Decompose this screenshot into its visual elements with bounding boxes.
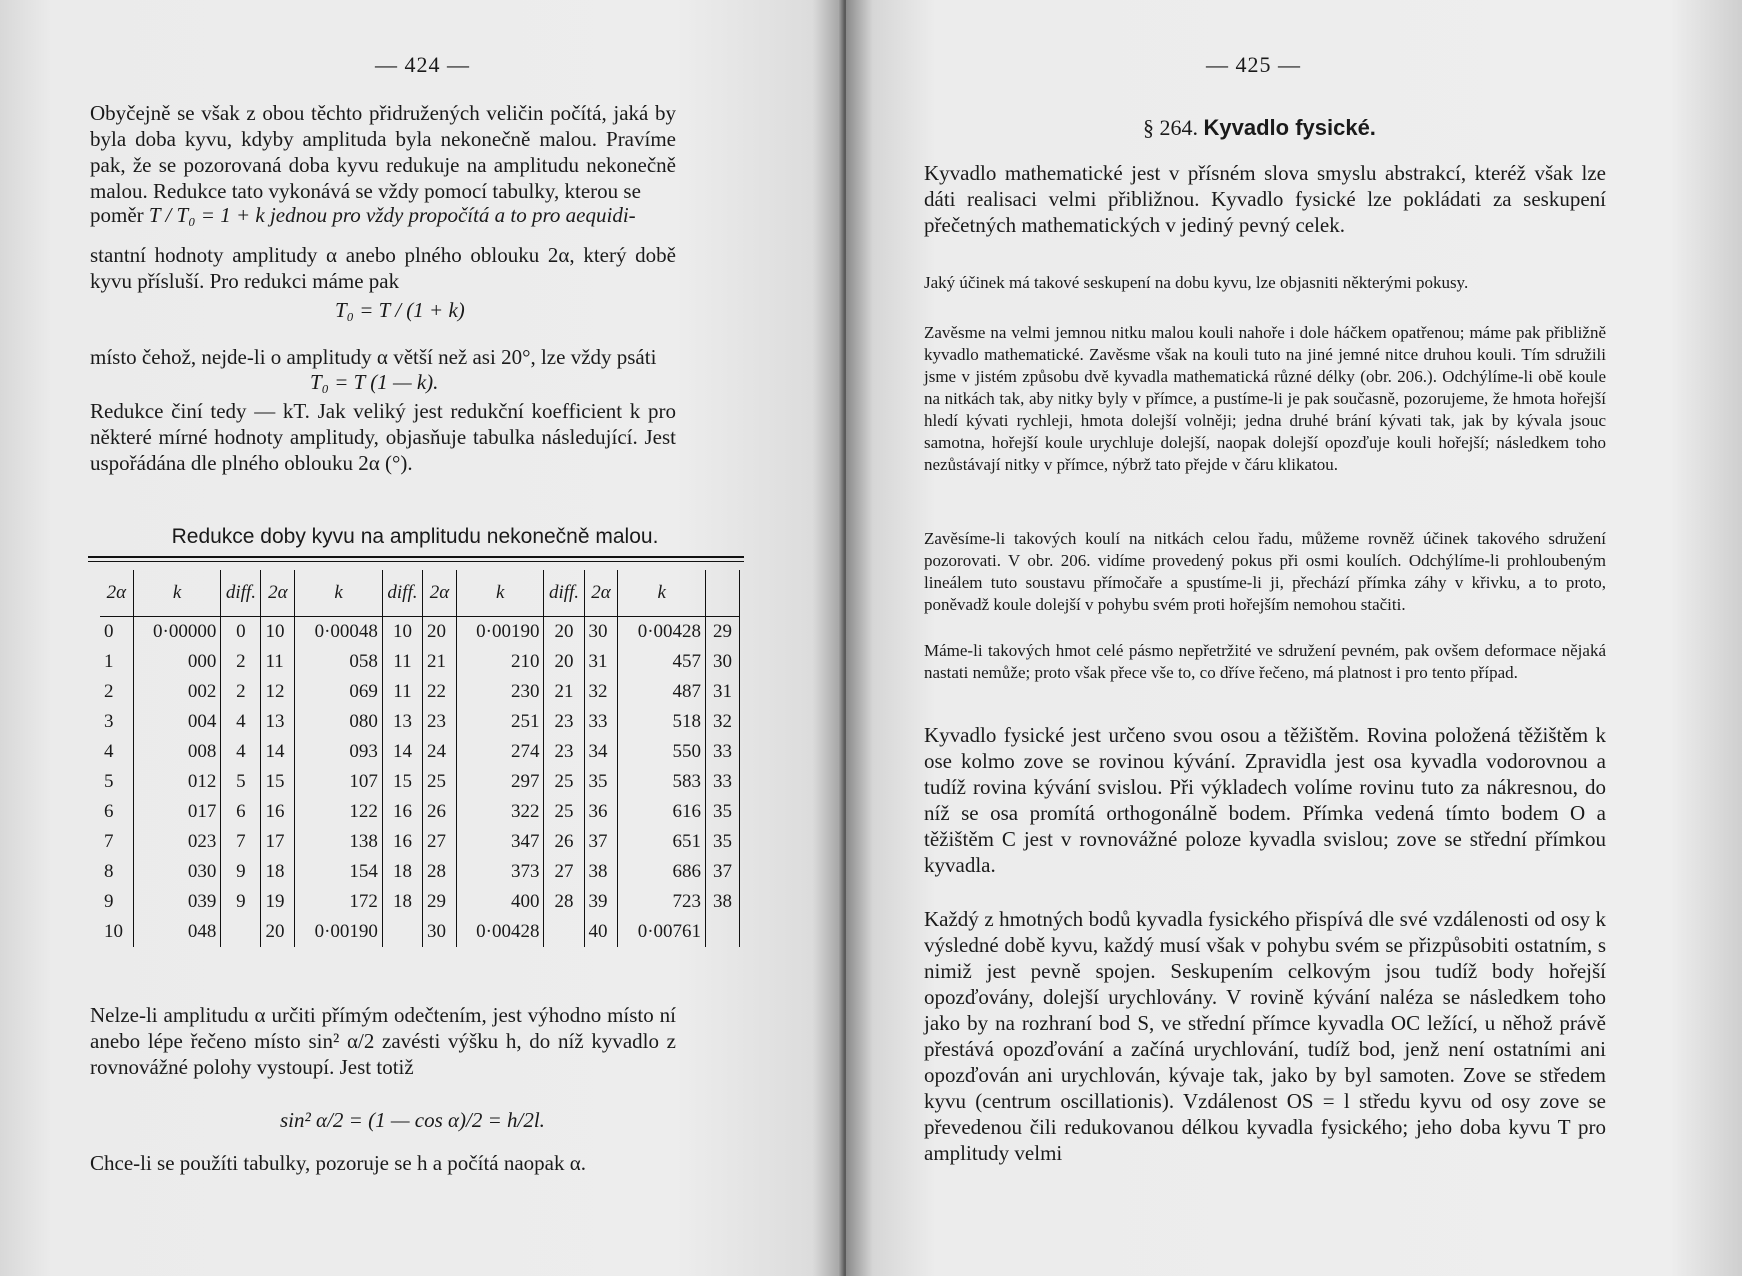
table-cell: 723 xyxy=(618,887,706,917)
table-cell: 19 xyxy=(261,887,295,917)
table-cell: 26 xyxy=(544,827,584,857)
table-cell: 20 xyxy=(544,647,584,677)
table-cell: 11 xyxy=(382,647,422,677)
table-cell: 0 xyxy=(221,617,261,648)
table-cell: 210 xyxy=(456,647,544,677)
table-cell: 400 xyxy=(456,887,544,917)
table-cell: 8 xyxy=(100,857,133,887)
ratio-formula-line: poměr T / T₀ = 1 + k jednou pro vždy propočítá a to pro aequidi- xyxy=(90,203,636,227)
table-cell: 518 xyxy=(618,707,706,737)
table-header-cell: k xyxy=(133,570,221,617)
table-cell: 29 xyxy=(706,617,740,648)
table-cell: 10 xyxy=(382,617,422,648)
paragraph-table-use: Chce-li se použíti tabulky, pozoruje se h a počítá naopak α. xyxy=(90,1151,586,1175)
table-cell: 16 xyxy=(382,827,422,857)
table-cell: 14 xyxy=(261,737,295,767)
table-cell: 012 xyxy=(133,767,221,797)
table-cell: 25 xyxy=(544,767,584,797)
table-cell xyxy=(544,917,584,947)
table-header-cell: k xyxy=(456,570,544,617)
table-cell: 30 xyxy=(706,647,740,677)
table-cell: 27 xyxy=(422,827,456,857)
table-cell: 10 xyxy=(100,917,133,947)
table-cell: 31 xyxy=(706,677,740,707)
table-header-row xyxy=(100,570,740,617)
table-cell: 38 xyxy=(584,857,618,887)
table-cell: 651 xyxy=(618,827,706,857)
table-cell: 32 xyxy=(584,677,618,707)
table-row xyxy=(100,707,740,737)
table-cell: 017 xyxy=(133,797,221,827)
table-cell: 36 xyxy=(584,797,618,827)
table-header-cell: k xyxy=(295,570,383,617)
table-cell: 20 xyxy=(422,617,456,648)
paragraph-definition: Kyvadlo fysické jest určeno svou osou a těžištěm. Rovina položená těžištěm k ose kolmo zove se rovinou kývání. Zpravidla jest osa kyvadla vodorovnou a tudíž rovina kývání svislou. Při výkladech volíme rovinu tuto za nákresnou, do níž se osa promítá orthogonálně bodem. Přímka vedená tímto bodem O a těžištěm C jest v rovnovážné poloze kyvadla svislou; zove se střední přímkou kyvadla. xyxy=(924,723,1606,877)
table-cell: 616 xyxy=(618,797,706,827)
table-cell: 487 xyxy=(618,677,706,707)
table-cell: 21 xyxy=(544,677,584,707)
page-number-left: — 424 — xyxy=(375,52,470,77)
small-paragraph-1: Jaký účinek má takové seskupení na dobu kyvu, lze objasniti některými pokusy. xyxy=(924,273,1469,292)
table-cell: 457 xyxy=(618,647,706,677)
table-cell: 25 xyxy=(544,797,584,827)
table-cell: 251 xyxy=(456,707,544,737)
table-cell: 33 xyxy=(584,707,618,737)
table-cell: 7 xyxy=(221,827,261,857)
table-cell: 28 xyxy=(422,857,456,887)
table-cell: 37 xyxy=(584,827,618,857)
table-cell: 28 xyxy=(544,887,584,917)
table-cell: 24 xyxy=(422,737,456,767)
table-cell: 9 xyxy=(100,887,133,917)
table-row xyxy=(100,827,740,857)
table-cell: 33 xyxy=(706,737,740,767)
table-cell: 17 xyxy=(261,827,295,857)
table-cell: 550 xyxy=(618,737,706,767)
table-cell: 0·00190 xyxy=(456,617,544,648)
table-title: Redukce doby kyvu na amplitudu nekonečně malou. xyxy=(171,525,659,548)
paragraph-intro: Obyčejně se však z obou těchto přidružených veličin počítá, jaká by byla doba kyvu, kdyby amplituda byla nekonečně malou. Pravíme pak, že se pozorovaná doba kyvu redukuje na amplitudu nekonečně malou. Redukce tato vykonává se vždy pomocí tabulky, kterou se xyxy=(90,101,676,203)
table-cell: 13 xyxy=(261,707,295,737)
left-page xyxy=(0,0,846,1276)
table-cell: 274 xyxy=(456,737,544,767)
table-cell: 6 xyxy=(221,797,261,827)
table-row xyxy=(100,887,740,917)
table-cell: 2 xyxy=(221,647,261,677)
table-cell: 32 xyxy=(706,707,740,737)
table-cell: 0·00190 xyxy=(295,917,383,947)
table-cell xyxy=(706,917,740,947)
paragraph-reduction: Redukce činí tedy — kT. Jak veliký jest redukční koefficient k pro některé mírné hodnoty amplitudy, objasňuje tabulka následující. Jest uspořádána dle plného oblouku 2α (°). xyxy=(90,399,676,475)
table-cell: 172 xyxy=(295,887,383,917)
table-header-cell: 2α xyxy=(422,570,456,617)
table-cell: 5 xyxy=(221,767,261,797)
table-row xyxy=(100,617,740,648)
table-cell: 002 xyxy=(133,677,221,707)
table-cell: 23 xyxy=(544,707,584,737)
paragraph-abstract: Kyvadlo mathematické jest v přísném slova smyslu abstrakcí, kteréž však lze dáti realisaci velmi přibližnou. Kyvadlo fysické lze pokládati za seskupení přečetných mathematických v jediný pevný celek. xyxy=(924,161,1606,237)
table-cell: 9 xyxy=(221,887,261,917)
table-cell: 37 xyxy=(706,857,740,887)
formula-sin: sin² α/2 = (1 — cos α)/2 = h/2l. xyxy=(280,1108,545,1132)
table-cell: 34 xyxy=(584,737,618,767)
table-cell: 23 xyxy=(544,737,584,767)
table-cell: 14 xyxy=(382,737,422,767)
table-row xyxy=(100,647,740,677)
table-cell: 4 xyxy=(221,707,261,737)
paragraph-amplitude: stantní hodnoty amplitudy α anebo plného oblouku 2α, který době kyvu přísluší. Pro redukci máme pak xyxy=(90,243,676,293)
table-row xyxy=(100,917,740,947)
table-row xyxy=(100,677,740,707)
table-cell: 25 xyxy=(422,767,456,797)
table-cell: 35 xyxy=(584,767,618,797)
table-cell: 10 xyxy=(261,617,295,648)
table-cell: 154 xyxy=(295,857,383,887)
table-cell: 322 xyxy=(456,797,544,827)
table-cell: 23 xyxy=(422,707,456,737)
table-top-rule-thin xyxy=(88,561,744,562)
table-row xyxy=(100,737,740,767)
table-cell: 008 xyxy=(133,737,221,767)
section-number: § 264. xyxy=(1143,115,1198,140)
table-header-cell xyxy=(706,570,740,617)
table-cell: 15 xyxy=(261,767,295,797)
table-cell: 40 xyxy=(584,917,618,947)
table-cell: 0 xyxy=(100,617,133,648)
small-paragraph-4: Máme-li takových hmot celé pásmo nepřetržité ve sdružení pevném, pak ovšem deformace nějaká nastati nemůže; proto však přece vše to, co dříve řečeno, má platnost i pro tento případ. xyxy=(924,641,1606,682)
table-cell: 33 xyxy=(706,767,740,797)
table-cell: 0·00048 xyxy=(295,617,383,648)
table-cell: 20 xyxy=(261,917,295,947)
formula-approx: T₀ = T (1 — k). xyxy=(310,370,439,394)
table-body xyxy=(100,617,740,948)
table-cell xyxy=(382,917,422,947)
table-cell: 11 xyxy=(261,647,295,677)
table-cell: 0·00428 xyxy=(456,917,544,947)
formula-t0: T₀ = T / (1 + k) xyxy=(335,298,465,322)
table-cell: 2 xyxy=(221,677,261,707)
table-header-cell: 2α xyxy=(261,570,295,617)
table-cell: 31 xyxy=(584,647,618,677)
table-cell xyxy=(221,917,261,947)
table-cell: 18 xyxy=(261,857,295,887)
table-cell: 080 xyxy=(295,707,383,737)
table-cell: 0·00000 xyxy=(133,617,221,648)
table-cell: 13 xyxy=(382,707,422,737)
table-header-cell: k xyxy=(618,570,706,617)
table-cell: 0·00428 xyxy=(618,617,706,648)
table-cell: 122 xyxy=(295,797,383,827)
table-cell: 230 xyxy=(456,677,544,707)
table-cell: 38 xyxy=(706,887,740,917)
paragraph-center-of-oscillation: Každý z hmotných bodů kyvadla fysického přispívá dle své vzdálenosti od osy k výsledné době kyvu, každý musí však v pohybu svém se přizpůsobiti ostatním, s nimiž jest pevně spojen. Seskupením celkovým jsou tudíž body hořejší opozďovány, dolejší urychlovány. V rovině kývání naléza se následkem toho jako by na rozhraní bod S, ve střední přímce kyvadla OC ležící, u něhož právě přestává opozďování a začíná urychlování, tudíž bod, jenž není ostatními ani opozďován ani urychlován, kývaje tak, jako by byl samoten. Zove se středem kyvu (centrum oscillationis). Vzdálenost OS = l středu kyvu od osy zove se převedenou čili redukovanou délkou kyvadla fysického; jeho doba kyvu T pro amplitudy velmi xyxy=(924,907,1606,1165)
table-cell: 11 xyxy=(382,677,422,707)
table-row xyxy=(100,767,740,797)
table-cell: 373 xyxy=(456,857,544,887)
table-cell: 138 xyxy=(295,827,383,857)
table-cell: 6 xyxy=(100,797,133,827)
table-cell: 069 xyxy=(295,677,383,707)
table-cell: 297 xyxy=(456,767,544,797)
section-heading xyxy=(1143,115,1376,141)
table-cell: 2 xyxy=(100,677,133,707)
table-header-cell: diff. xyxy=(544,570,584,617)
table-cell: 39 xyxy=(584,887,618,917)
table-header-cell: 2α xyxy=(100,570,133,617)
table-cell: 030 xyxy=(133,857,221,887)
table-cell: 4 xyxy=(221,737,261,767)
table-cell: 30 xyxy=(422,917,456,947)
table-row xyxy=(100,797,740,827)
table-cell: 3 xyxy=(100,707,133,737)
table-cell: 583 xyxy=(618,767,706,797)
table-cell: 22 xyxy=(422,677,456,707)
table-cell: 35 xyxy=(706,827,740,857)
table-cell: 000 xyxy=(133,647,221,677)
table-cell: 004 xyxy=(133,707,221,737)
table-header-cell: diff. xyxy=(221,570,261,617)
table-cell: 0·00761 xyxy=(618,917,706,947)
table-cell: 30 xyxy=(584,617,618,648)
table-cell: 5 xyxy=(100,767,133,797)
table-cell: 9 xyxy=(221,857,261,887)
table-cell: 058 xyxy=(295,647,383,677)
table-cell: 18 xyxy=(382,857,422,887)
table-cell: 16 xyxy=(261,797,295,827)
table-cell: 18 xyxy=(382,887,422,917)
table-cell: 12 xyxy=(261,677,295,707)
small-paragraph-3: Zavěsíme-li takových koulí na nitkách celou řadu, můžeme rovněž účinek takového sdružení pozorovati. V obr. 206. vidíme provedený pokus při osmi koulích. Odchýlíme-li prohloubeným lineálem tuto soustavu přímočaře a spustíme-li ji, přechází přímka záhy v křivku, a to proto, poněvadž koule dolejší v pohybu svém proti hořejším nemohou stačiti. xyxy=(924,529,1606,614)
table-cell: 4 xyxy=(100,737,133,767)
table-cell: 20 xyxy=(544,617,584,648)
section-title: Kyvadlo fysické. xyxy=(1203,115,1376,140)
table-cell: 15 xyxy=(382,767,422,797)
page-number-right: — 425 — xyxy=(1206,52,1301,77)
table-row xyxy=(100,857,740,887)
paragraph-height: Nelze-li amplitudu α určiti přímým odečtením, jest výhodno místo ní anebo lépe řečeno místo sin² α/2 zavésti výšku h, do níž kyvadlo z rovnovážné polohy vystoupí. Jest totiž xyxy=(90,1003,676,1079)
table-header-cell: 2α xyxy=(584,570,618,617)
table-cell: 27 xyxy=(544,857,584,887)
table-cell: 023 xyxy=(133,827,221,857)
table-cell: 1 xyxy=(100,647,133,677)
table-cell: 21 xyxy=(422,647,456,677)
table-cell: 107 xyxy=(295,767,383,797)
table-cell: 686 xyxy=(618,857,706,887)
table-cell: 093 xyxy=(295,737,383,767)
table-cell: 35 xyxy=(706,797,740,827)
table-cell: 26 xyxy=(422,797,456,827)
small-paragraph-2: Zavěsme na velmi jemnou nitku malou kouli nahoře i dole háčkem opatřenou; máme pak přibližně kyvadlo mathematické. Zavěsme však na kouli tuto na jiné jemné nitce druhou kouli. Tím sdružili jsme v jistém způsobu dvě kyvadla mathematická různé délky (obr. 206.). Odchýlíme-li obě koule na nitkách tak, aby nitky byly v přímce, a pustíme-li je pak současně, pozorujeme, že hmota hořejší hledí kývati rychleji, hmota dolejší volněji; jedna druhé brání kývati tak, jak by kývala jsouc samotna, hořejší koule urychluje dolejší, naopak dolejší opozďuje kouli hořejší; následkem toho nezůstávají nitky v přímce, nýbrž tato přejde v čáru klikatou. xyxy=(924,323,1606,474)
table-cell: 29 xyxy=(422,887,456,917)
table-top-rule xyxy=(88,556,744,558)
paragraph-approx: místo čehož, nejde-li o amplitudy α větší než asi 20°, lze vždy psáti xyxy=(90,345,657,369)
table-cell: 16 xyxy=(382,797,422,827)
table-cell: 039 xyxy=(133,887,221,917)
table-header-cell: diff. xyxy=(382,570,422,617)
table-cell: 347 xyxy=(456,827,544,857)
table-cell: 048 xyxy=(133,917,221,947)
right-page xyxy=(846,0,1742,1276)
reduction-table xyxy=(100,570,740,947)
table-cell: 7 xyxy=(100,827,133,857)
